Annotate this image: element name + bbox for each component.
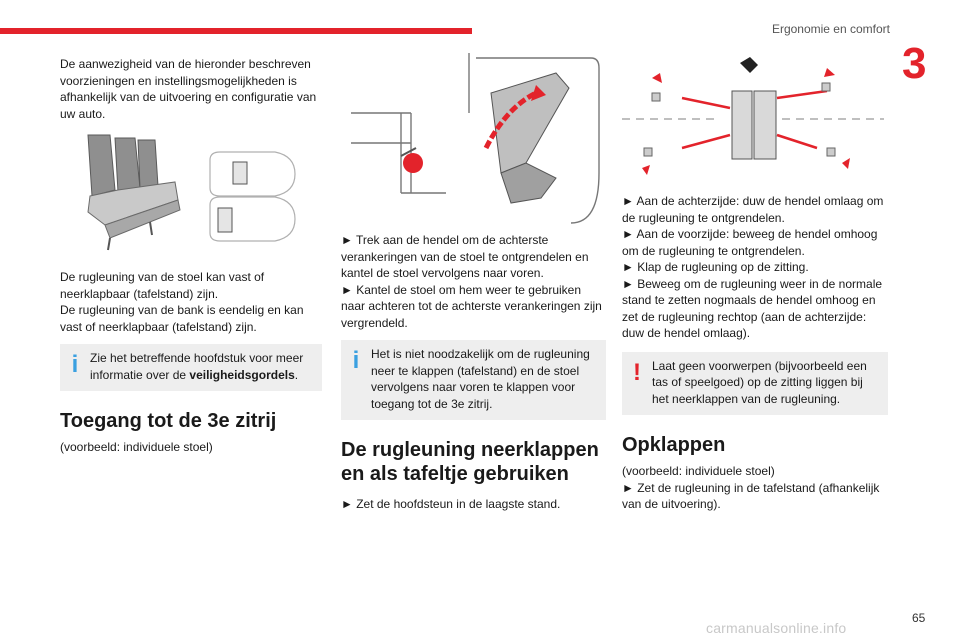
seat-tilt-illustration <box>341 53 603 225</box>
seat-back-text-2: De rugleuning van de bank is eendelig en kan vast of neerklapbaar (tafelstand) zijn. <box>60 303 304 334</box>
lever-step-1: ► Aan de achterzijde: duw de hendel omlaag om de rugleuning te ontgrendelen. <box>622 194 884 225</box>
note-text-before: Zie het betreffende hoofdstuk voor meer informatie over de <box>90 351 304 382</box>
section-title: Ergonomie en comfort <box>771 22 890 36</box>
heading-fold-up: Opklappen <box>622 434 726 456</box>
info-icon: i <box>352 347 360 374</box>
fold-up-sub: (voorbeeld: individuele stoel) <box>622 464 775 478</box>
column-1 <box>60 56 322 122</box>
note-link-seatbelts[interactable]: veiligheidsgordels <box>189 367 295 382</box>
seat-back-text-1: De rugleuning van de stoel kan vast of neerklapbaar (tafelstand) zijn. <box>60 270 265 301</box>
heading-fold-backrest: De rugleuning neerklappen en als tafeltje gebruiken <box>341 439 599 485</box>
column-1-lower <box>60 269 322 456</box>
info-icon: i <box>71 351 79 378</box>
tilt-step-1: ► Trek aan de hendel om de achterste verankeringen van de stoel te ontgrendelen en kantel de stoel vervolgens naar voren. <box>341 233 589 280</box>
intro-paragraph: De aanwezigheid van de hieronder beschreven voorzieningen en instellingsmogelijkheden is afhankelijk van de uitvoering en configuratie van uw auto. <box>60 57 317 121</box>
note-text-after: . <box>294 367 299 382</box>
backrest-lever-illustration <box>622 53 884 188</box>
lever-step-4: ► Beweeg om de rugleuning weer in de normale stand te zetten nogmaals de hendel omhoog en zet de rugleuning rechtop (aan de achterzijde: duw de hendel omlaag). <box>622 276 883 340</box>
watermark: carmanualsonline.info <box>706 620 847 636</box>
heading-access-third-row: Toegang tot de 3e zitrij <box>60 410 277 432</box>
warning-icon: ! <box>633 358 641 386</box>
header-red-bar <box>0 28 472 34</box>
info-note-text: Het is niet noodzakelijk om de rugleuning neer te klappen (tafelstand) en de stoel vervolgens naar voren te klappen voor toegang tot de 3e zitrij. <box>371 347 590 411</box>
page-number: 65 <box>912 611 926 625</box>
column-3 <box>622 193 888 513</box>
lever-step-3: ► Klap de rugleuning op de zitting. <box>622 260 809 274</box>
chapter-number: 3 <box>902 39 927 88</box>
fold-up-step: ► Zet de rugleuning in de tafelstand (afhankelijk van de uitvoering). <box>622 480 880 511</box>
headrest-step: ► Zet de hoofdsteun in de laagste stand. <box>341 497 561 511</box>
warning-note <box>622 352 888 416</box>
tilt-step-2: ► Kantel de stoel om hem weer te gebruiken naar achteren tot de achterste verankeringen zijn vergrendeld. <box>341 282 602 330</box>
warning-note-text: Laat geen voorwerpen (bijvoorbeeld een tas of speelgoed) op de zitting liggen bij het neerklappen van de rugleuning. <box>652 358 867 406</box>
info-note-third-row <box>341 340 606 420</box>
column-2 <box>341 232 606 513</box>
lever-step-2: ► Aan de voorzijde: beweeg de hendel omhoog om de rugleuning te ontgrendelen. <box>622 227 878 258</box>
heading-sub-example: (voorbeeld: individuele stoel) <box>60 440 213 454</box>
seat-row-illustration <box>60 130 322 260</box>
info-note-seatbelts <box>60 344 322 391</box>
